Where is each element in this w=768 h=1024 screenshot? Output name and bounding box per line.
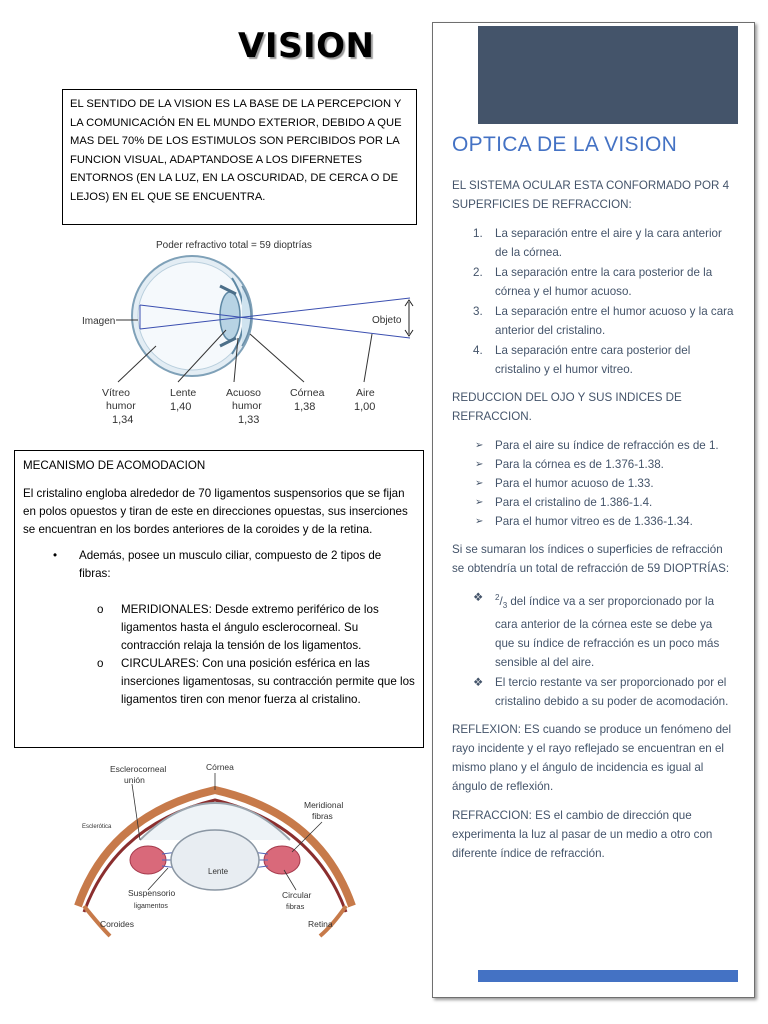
list-text: La separación entre el aire y la cara anterior de la córnea. [495,227,722,259]
diamond-bullet-icon: ❖ [473,591,484,604]
accommodation-figure [70,756,360,938]
reduction-heading: REDUCCION DEL OJO Y SUS INDICES DE REFRACCION. [452,391,682,423]
list-text: La separación entre el humor acuoso y la cara anterior del cristalino. [495,305,734,337]
meridionales-text: MERIDIONALES: Desde extremo periférico de los ligamentos hasta el ángulo esclerocorneal. Su contracción relaja la tensión de los ligamentos. [121,603,379,652]
fig1-lente-value: 1,40 [170,401,192,413]
fig2-ligamentos-label: ligamentos [134,903,168,910]
arrow-bullet-icon: ➢ [475,459,484,470]
circle-bullet-icon: o [97,603,104,616]
list-item [452,493,734,512]
fig2-lente-label: Lente [208,867,229,876]
circulares-text: CIRCULARES: Con una posición esférica en las inserciones ligamentosas, su contracción permite que los ligamentos tiren con menor fuerza al cristalino. [121,657,415,706]
fig1-caption: Poder refractivo total = 59 dioptrías [156,240,312,251]
bullet-text: Además, posee un musculo ciliar, compuesto de 2 tipos de fibras: [79,549,382,580]
fig1-aire-label: Aire [356,387,375,399]
list-text: Para el humor acuoso de 1.33. [495,477,654,490]
fig2-susp-label: Suspensorio [128,888,176,898]
intro-text: EL SENTIDO DE LA VISION ES LA BASE DE LA PERCEPCION Y LA COMUNICACIÓN EN EL MUNDO EXTERIOR, DEBIDO A QUE MAS DEL 70% DE LOS ESTIMULOS SON PERCIBIDOS POR LA FUNCION VISUAL, ADAPTANDOSE A LOS DIFERNETES ENTORNOS (EN LA LUZ, EN LA OSCURIDAD, DE CERCA O DE LEJOS) EN EL QUE SE ENCUENTRA. [70,98,402,203]
list-text: Para el humor vitreo es de 1.336-1.34. [495,515,693,528]
fig1-cornea-value: 1,38 [294,401,316,413]
fig2-circular-fibras: fibras [286,902,305,911]
bullet-icon: • [53,549,58,562]
fig2-circular-label: Circular [282,890,312,900]
fig1-aire-value: 1,00 [354,401,376,413]
list-text: del índice va a ser proporcionado por la cara anterior de la córnea este se debe ya que su índice de refracción es un poco más sensible al del aire. [495,594,720,670]
fig1-imagen-label: Imagen [82,316,116,327]
list-item [23,547,415,583]
indices-list [452,436,734,531]
list-item [452,474,734,493]
list-item [452,436,734,455]
surfaces-list [452,224,734,379]
list-item [452,224,734,262]
list-item [452,263,734,301]
list-item [452,341,734,379]
fig1-vitreo-label: Vítreo [102,387,131,399]
list-text: La separación entre cara posterior del cristalino y el humor vitreo. [495,344,691,376]
list-item [23,601,415,655]
fig2-esclerotica-label: Esclerótica [82,824,112,830]
fig2-union-label: unión [124,775,145,785]
sidebar-footer-bar [478,970,738,982]
page-title: VISION [238,26,375,66]
sum-paragraph: Si se sumaran los índices o superficies de refracción se obtendría un total de refracción de 59 DIOPTRÍAS: [452,543,730,575]
list-text: Para el cristalino de 1.386-1.4. [495,496,653,509]
fig1-acuoso-humor: humor [232,400,262,412]
reflexion-paragraph: REFLEXION: ES cuando se produce un fenómeno del rayo incidente y el rayo reflejado se encuentran en el mismo plano y el ángulo de incidencia es igual al ángulo de reflexión. [452,723,732,794]
list-text: El tercio restante va ser proporcionado por el cristalino debido a su poder de acomodación. [495,676,729,709]
list-number: 4. [473,344,483,357]
sidebar-header-block [478,26,738,124]
fig2-retina-label: Retina [308,919,333,929]
list-item [452,673,734,711]
dioptrias-list [452,588,734,711]
arrow-bullet-icon: ➢ [475,478,484,489]
surfaces-intro: EL SISTEMA OCULAR ESTA CONFORMADO POR 4 SUPERFICIES DE REFRACCION: [452,179,730,211]
refraccion-paragraph: REFRACCION: ES el cambio de dirección que experimenta la luz al pasar de un medio a otro con diferente índice de refracción. [452,809,713,861]
fraction-numerator: 2 [495,593,500,602]
mechanism-box [14,450,424,748]
fig2-coroides-label: Coroides [100,919,135,929]
arrow-bullet-icon: ➢ [475,497,484,508]
list-item: ❖ $^2/_3$ del índice va a ser proporcionado por la cara anterior de la córnea este se debe ya que su índice de refracción es un poco más sensible al del aire. [452,588,734,672]
fig2-meridional-fibras: fibras [312,811,333,821]
circle-bullet-icon: o [97,657,104,670]
fig2-cornea-label: Córnea [206,762,234,772]
list-item [23,655,415,709]
list-text: Para la córnea es de 1.376-1.38. [495,458,664,471]
list-item [452,455,734,474]
list-item [452,512,734,531]
fig1-objeto-label: Objeto [372,315,402,326]
fig1-acuoso-label: Acuoso [226,387,262,399]
intro-box [62,89,417,225]
mechanism-heading: MECANISMO DE ACOMODACION [23,459,206,472]
sidebar-body [452,176,734,873]
list-number: 1. [473,227,483,240]
diamond-bullet-icon: ❖ [473,676,484,690]
fig2-esclero-label: Esclerocorneal [110,764,167,774]
list-number: 3. [473,305,483,318]
fig1-vitreo-value: 1,34 [112,414,134,426]
list-item [452,302,734,340]
list-text: La separación entre la cara posterior de la córnea y el humor acuoso. [495,266,713,298]
fig1-cornea-label: Córnea [290,387,325,399]
arrow-bullet-icon: ➢ [475,516,484,527]
fraction-denominator: 3 [502,601,508,611]
list-text: Para el aire su índice de refracción es de 1. [495,439,719,452]
fig1-lente-label: Lente [170,387,197,399]
sidebar-title: OPTICA DE LA VISION [452,133,678,156]
arrow-bullet-icon: ➢ [475,440,484,451]
list-number: 2. [473,266,483,279]
fig1-vitreo-humor: humor [106,400,136,412]
mechanism-paragraph: El cristalino engloba alrededor de 70 ligamentos suspensorios que se fijan en polos opuestos y tiran de este en direcciones opuestas, sus inserciones se encuentran en los bordes anteriores de la coroides y de la retina. [23,487,408,536]
eye-refraction-figure [60,234,420,432]
fig2-meridional-label: Meridional [304,800,344,810]
fig1-acuoso-value: 1,33 [238,414,260,426]
